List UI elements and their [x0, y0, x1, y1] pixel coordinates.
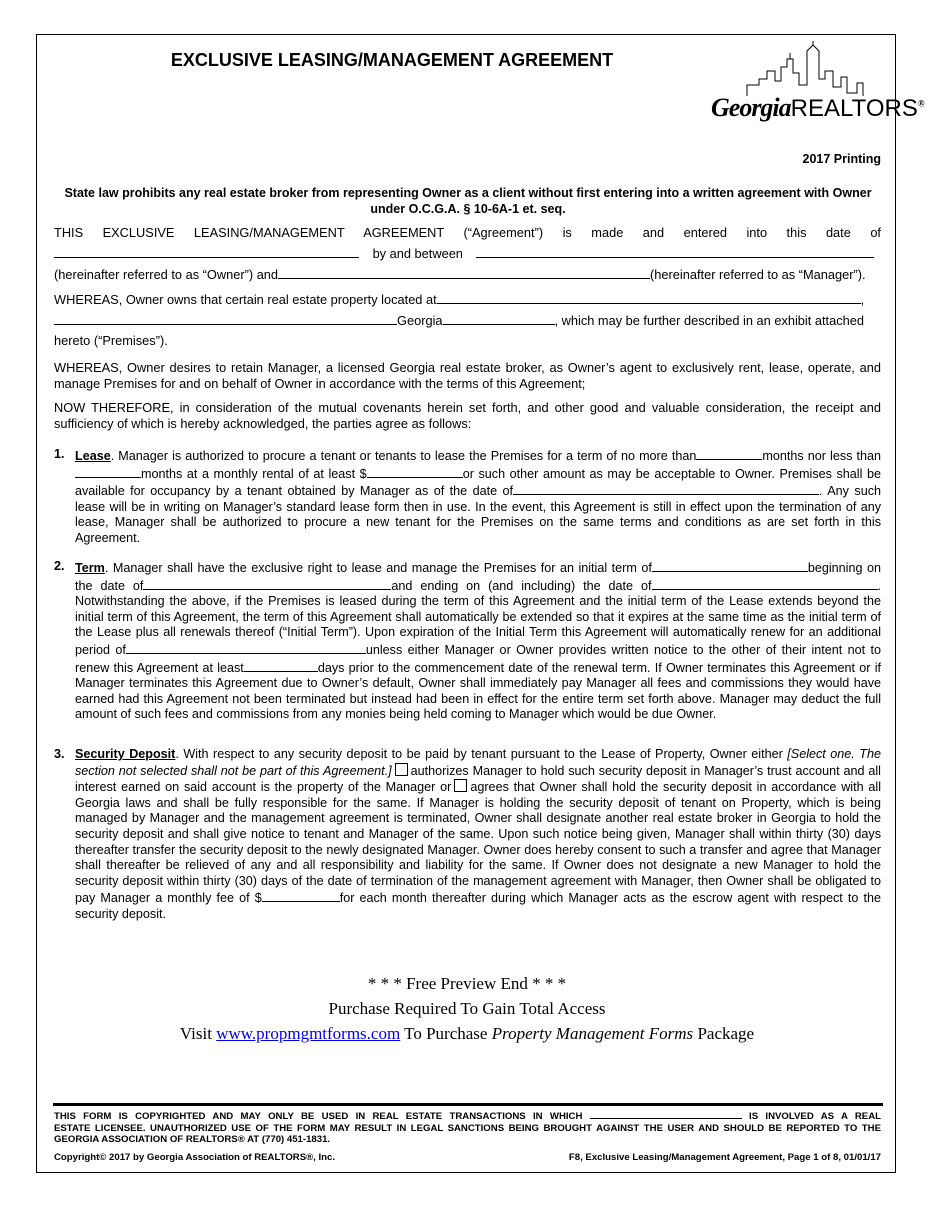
occupancy-date-field[interactable]	[513, 482, 819, 495]
monthly-fee-field[interactable]	[262, 889, 340, 902]
property-address-field[interactable]	[437, 291, 861, 304]
manager-name-field[interactable]	[278, 266, 650, 279]
intro-line-1: THIS EXCLUSIVE LEASING/MANAGEMENT AGREEMENT (“Agreement”) is made and entered into this date of	[54, 225, 881, 240]
licensee-name-field[interactable]	[590, 1109, 742, 1119]
section-security-deposit: 3. Security Deposit. With respect to any security deposit to be paid by tenant pursuant to the Lease of Property, Owner either [Select one. The section not selected shall not be part of this Agreement.] authorizes Manager to hold such security deposit in Manager’s trust account and all interest earned on said account is the property of the Manager or agrees that Owner shall hold the security deposit in accordance with all Georgia laws and shall be fully responsible for the same. If Manager is holding the security deposit of tenant on Property, which is being managed by Manager and the management agreement is terminated, Owner shall designate another real estate broker in Georgia to hold the security deposit and shall give notice to tenant and Manager of the same. Upon such notice being given, Manager shall within thirty (30) days thereafter transfer the security deposit to the newly designated Manager. Owner does hereby consent to such a transfer and agree that Manager shall thereafter be relieved of any and all responsibility and liability for the same. If Owner does not designate a new Manager to hold the security deposit within thirty (30) days of the date of termination of the management agreement with Manager, then Owner shall be obligated to pay Manager a monthly fee of $ for each month thereafter during which Manager acts as the escrow agent with respect to the security deposit.	[54, 747, 881, 921]
section-heading: Lease	[75, 449, 111, 463]
copyright-notice: THIS FORM IS COPYRIGHTED AND MAY ONLY BE USED IN REAL ESTATE TRANSACTIONS IN WHICH IS INVOLVED AS A REAL ESTATE LICENSEE. UNAUTHORIZED USE OF THE FORM MAY RESULT IN LEGAL SANCTIONS BEING BROUGHT AGAINST THE USER AND SHOULD BE REPORTED TO THE GEORGIA ASSOCIATION OF REALTORS® AT (770) 451-1831.	[54, 1111, 881, 1145]
preview-notice	[37, 971, 897, 1046]
visit-line: Visit www.propmgmtforms.com To Purchase Property Management Forms Package	[179, 1024, 755, 1043]
georgia-realtors-logo	[707, 41, 924, 141]
footer-divider	[53, 1103, 883, 1106]
whereas-paragraph: WHEREAS, Owner desires to retain Manager, a licensed Georgia real estate broker, as Owner’s agent to exclusively rent, lease, operate, and manage Premises for and on behalf of Owner in accordance with the terms of this Agreement;	[54, 360, 881, 391]
min-lease-months-field[interactable]	[75, 465, 141, 478]
term-start-date-field[interactable]	[143, 577, 391, 590]
document-page	[36, 34, 924, 1173]
initial-term-field[interactable]	[652, 559, 808, 572]
section-term: 2. Term. Manager shall have the exclusive right to lease and manage the Premises for an initial term of beginning on the date of and ending on (and including) the date of . Notwithstanding the above, if the Premises is leased during the term of this Agreement and the initial term of the Lease extends beyond the initial term of this Agreement, the term of this Agreement shall automatically be extended so that it expires at the same time as the initial term of the Lease plus all renewals thereof (“Initial Term”). Upon expiration of the Initial Term this Agreement will automatically renew for an additional period of unless either Manager or Owner provides written notice to the other of their intent not to renew this Agreement at least days prior to the commencement date of the renewal term. If Owner terminates this Agreement or if Manager terminates this Agreement due to Owner’s default, Owner shall immediately pay Manager all fees and commissions they would have earned had this Agreement not been terminated but instead had been in effect for the entire term set forth above. Manager may deduct the full amount of such fees and commissions from any monies being held coming to Manager which would be due Owner.	[54, 559, 881, 722]
max-lease-months-field[interactable]	[696, 447, 762, 460]
owner-holds-deposit-checkbox[interactable]	[454, 779, 467, 792]
intro-line-2: by and between	[54, 245, 881, 262]
renewal-period-field[interactable]	[126, 641, 366, 654]
state-law-notice: State law prohibits any real estate broker from representing Owner as a client without first entering into a written agreement with Owner under O.C.G.A. § 10-6A-1 et. seq.	[64, 186, 872, 216]
form-identifier: F8, Exclusive Leasing/Management Agreement, Page 1 of 8, 01/01/17	[568, 1152, 881, 1163]
intro-line-5: Georgia , which may be further described in an exhibit attached	[54, 312, 881, 329]
section-lease: 1. Lease. Manager is authorized to procure a tenant or tenants to lease the Premises for a term of no more than months nor less thanmonths at a monthly rental of at least $ or such other amount as may be acceptable to Owner. Premises shall be available for occupancy by a tenant obtained by Manager as of the date of . Any such lease will be in writing on Manager’s standard lease form then in use. In the event, this Agreement is still in effect upon the termination of any lease, Manager shall be authorized to procure a new tenant for the Premises on the same terms and conditions as are set forth in this Agreement.	[54, 447, 882, 545]
agreement-date-field[interactable]	[54, 245, 359, 258]
printing-year: 2017 Printing	[802, 152, 881, 166]
logo-wordmark: GeorgiaREALTORS®	[711, 93, 924, 122]
owner-name-field[interactable]	[476, 245, 874, 258]
property-city-field[interactable]	[54, 312, 397, 325]
section-number: 1.	[54, 447, 65, 461]
preview-end-line: * * * Free Preview End * * *	[367, 974, 567, 993]
term-end-date-field[interactable]	[652, 577, 878, 590]
purchase-link[interactable]: www.propmgmtforms.com	[216, 1024, 401, 1043]
intro-line-3: (hereinafter referred to as “Owner”) and (hereinafter referred to as “Manager”).	[54, 267, 866, 282]
skyline-icon	[707, 41, 893, 101]
section-heading: Security Deposit	[75, 747, 176, 761]
intro-line-6: hereto (“Premises”).	[54, 333, 168, 348]
monthly-rent-field[interactable]	[367, 465, 463, 478]
section-number: 2.	[54, 559, 65, 573]
now-therefore-paragraph: NOW THEREFORE, in consideration of the mutual covenants herein set forth, and other good and valuable consideration, the receipt and sufficiency of which is hereby acknowledged, the parties agree as follows:	[54, 400, 881, 431]
purchase-required-line: Purchase Required To Gain Total Access	[328, 999, 606, 1018]
document-title: EXCLUSIVE LEASING/MANAGEMENT AGREEMENT	[170, 50, 614, 70]
intro-line-4: WHEREAS, Owner owns that certain real estate property located at ,	[54, 292, 865, 307]
property-zip-field[interactable]	[443, 312, 555, 325]
notice-days-field[interactable]	[244, 659, 318, 672]
section-number: 3.	[54, 747, 65, 761]
manager-holds-deposit-checkbox[interactable]	[395, 763, 408, 776]
copyright-line: Copyright© 2017 by Georgia Association of REALTORS®, Inc.	[54, 1152, 336, 1163]
section-heading: Term	[75, 561, 105, 575]
